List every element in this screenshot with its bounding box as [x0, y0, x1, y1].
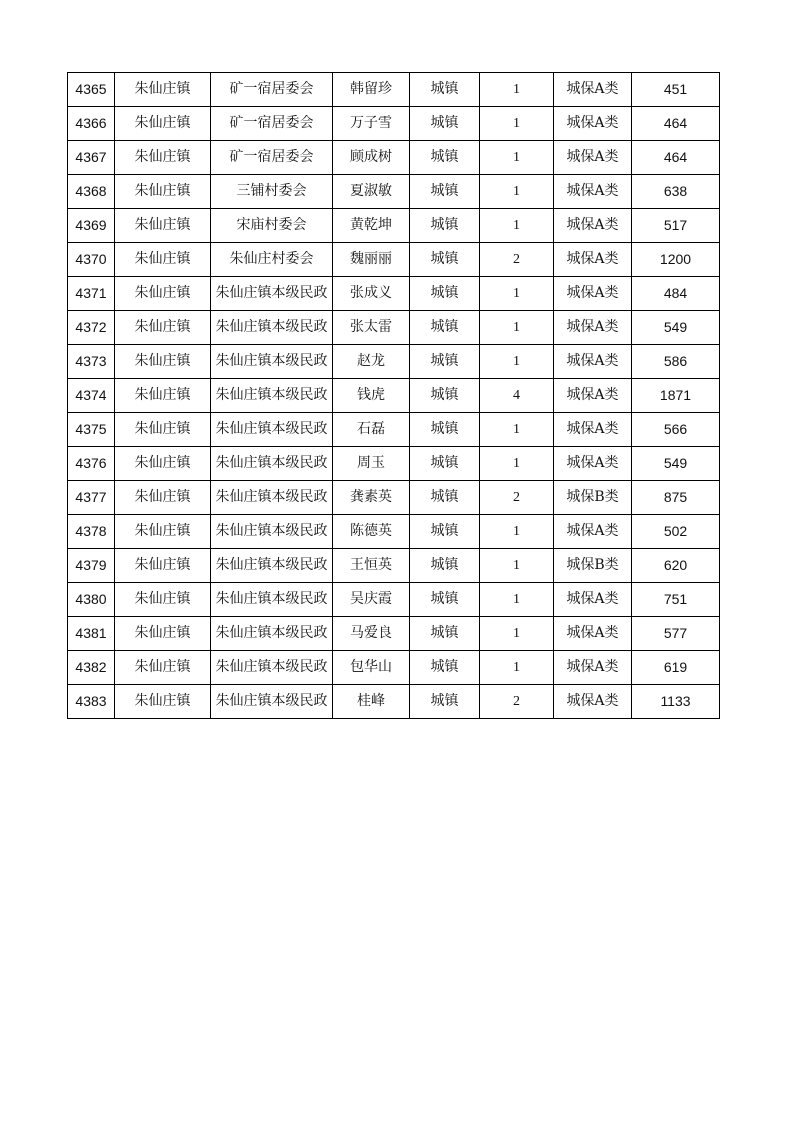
area-type-cell: 城镇	[410, 141, 480, 175]
amount-cell: 577	[632, 617, 720, 651]
household-count-cell: 1	[480, 617, 554, 651]
household-count-cell: 2	[480, 243, 554, 277]
household-count-cell: 1	[480, 447, 554, 481]
town-cell: 朱仙庄镇	[115, 379, 211, 413]
table-row	[68, 379, 720, 413]
unit-cell: 矿一宿居委会	[211, 107, 333, 141]
row-id-cell: 4379	[68, 549, 115, 583]
area-type-cell: 城镇	[410, 447, 480, 481]
table-row	[68, 515, 720, 549]
area-type-cell: 城镇	[410, 481, 480, 515]
unit-cell: 朱仙庄镇本级民政	[211, 277, 333, 311]
amount-cell: 451	[632, 73, 720, 107]
name-cell: 夏淑敏	[333, 175, 410, 209]
unit-cell: 朱仙庄镇本级民政	[211, 447, 333, 481]
name-cell: 石磊	[333, 413, 410, 447]
row-id-cell: 4378	[68, 515, 115, 549]
table-row	[68, 107, 720, 141]
town-cell: 朱仙庄镇	[115, 549, 211, 583]
area-type-cell: 城镇	[410, 345, 480, 379]
table-row	[68, 651, 720, 685]
table-row	[68, 685, 720, 719]
name-cell: 龚素英	[333, 481, 410, 515]
household-count-cell: 2	[480, 685, 554, 719]
town-cell: 朱仙庄镇	[115, 685, 211, 719]
table-row	[68, 311, 720, 345]
assistance-roster-table	[67, 72, 720, 719]
table-row	[68, 243, 720, 277]
amount-cell: 549	[632, 311, 720, 345]
household-count-cell: 1	[480, 549, 554, 583]
assistance-category-cell: 城保A类	[554, 651, 632, 685]
name-cell: 韩留珍	[333, 73, 410, 107]
household-count-cell: 1	[480, 345, 554, 379]
name-cell: 万子雪	[333, 107, 410, 141]
amount-cell: 751	[632, 583, 720, 617]
unit-cell: 三铺村委会	[211, 175, 333, 209]
amount-cell: 620	[632, 549, 720, 583]
table-row	[68, 447, 720, 481]
household-count-cell: 1	[480, 583, 554, 617]
amount-cell: 1133	[632, 685, 720, 719]
name-cell: 周玉	[333, 447, 410, 481]
unit-cell: 朱仙庄镇本级民政	[211, 651, 333, 685]
town-cell: 朱仙庄镇	[115, 107, 211, 141]
row-id-cell: 4374	[68, 379, 115, 413]
row-id-cell: 4382	[68, 651, 115, 685]
table-row	[68, 141, 720, 175]
household-count-cell: 1	[480, 515, 554, 549]
name-cell: 张成义	[333, 277, 410, 311]
assistance-category-cell: 城保A类	[554, 379, 632, 413]
name-cell: 王恒英	[333, 549, 410, 583]
household-count-cell: 1	[480, 651, 554, 685]
area-type-cell: 城镇	[410, 549, 480, 583]
unit-cell: 朱仙庄镇本级民政	[211, 481, 333, 515]
unit-cell: 宋庙村委会	[211, 209, 333, 243]
table-row	[68, 73, 720, 107]
row-id-cell: 4370	[68, 243, 115, 277]
town-cell: 朱仙庄镇	[115, 345, 211, 379]
assistance-category-cell: 城保A类	[554, 685, 632, 719]
unit-cell: 朱仙庄镇本级民政	[211, 311, 333, 345]
row-id-cell: 4371	[68, 277, 115, 311]
unit-cell: 朱仙庄镇本级民政	[211, 515, 333, 549]
row-id-cell: 4381	[68, 617, 115, 651]
unit-cell: 矿一宿居委会	[211, 141, 333, 175]
name-cell: 钱虎	[333, 379, 410, 413]
town-cell: 朱仙庄镇	[115, 447, 211, 481]
assistance-category-cell: 城保A类	[554, 447, 632, 481]
area-type-cell: 城镇	[410, 73, 480, 107]
table-row	[68, 413, 720, 447]
town-cell: 朱仙庄镇	[115, 311, 211, 345]
amount-cell: 566	[632, 413, 720, 447]
area-type-cell: 城镇	[410, 583, 480, 617]
area-type-cell: 城镇	[410, 243, 480, 277]
name-cell: 包华山	[333, 651, 410, 685]
assistance-category-cell: 城保B类	[554, 481, 632, 515]
row-id-cell: 4369	[68, 209, 115, 243]
amount-cell: 464	[632, 141, 720, 175]
unit-cell: 朱仙庄镇本级民政	[211, 685, 333, 719]
assistance-category-cell: 城保A类	[554, 141, 632, 175]
table-row	[68, 175, 720, 209]
household-count-cell: 4	[480, 379, 554, 413]
household-count-cell: 1	[480, 413, 554, 447]
assistance-category-cell: 城保A类	[554, 243, 632, 277]
table-row	[68, 209, 720, 243]
assistance-category-cell: 城保A类	[554, 107, 632, 141]
roster-body	[68, 73, 720, 719]
row-id-cell: 4366	[68, 107, 115, 141]
table-row	[68, 549, 720, 583]
table-row	[68, 583, 720, 617]
unit-cell: 朱仙庄镇本级民政	[211, 549, 333, 583]
household-count-cell: 2	[480, 481, 554, 515]
area-type-cell: 城镇	[410, 107, 480, 141]
area-type-cell: 城镇	[410, 413, 480, 447]
town-cell: 朱仙庄镇	[115, 651, 211, 685]
household-count-cell: 1	[480, 141, 554, 175]
area-type-cell: 城镇	[410, 515, 480, 549]
amount-cell: 549	[632, 447, 720, 481]
town-cell: 朱仙庄镇	[115, 277, 211, 311]
area-type-cell: 城镇	[410, 651, 480, 685]
table-row	[68, 617, 720, 651]
amount-cell: 638	[632, 175, 720, 209]
name-cell: 黄乾坤	[333, 209, 410, 243]
name-cell: 马爱良	[333, 617, 410, 651]
unit-cell: 朱仙庄镇本级民政	[211, 617, 333, 651]
household-count-cell: 1	[480, 107, 554, 141]
row-id-cell: 4383	[68, 685, 115, 719]
amount-cell: 1200	[632, 243, 720, 277]
assistance-category-cell: 城保B类	[554, 549, 632, 583]
town-cell: 朱仙庄镇	[115, 515, 211, 549]
amount-cell: 484	[632, 277, 720, 311]
unit-cell: 矿一宿居委会	[211, 73, 333, 107]
town-cell: 朱仙庄镇	[115, 583, 211, 617]
amount-cell: 517	[632, 209, 720, 243]
area-type-cell: 城镇	[410, 175, 480, 209]
amount-cell: 586	[632, 345, 720, 379]
amount-cell: 875	[632, 481, 720, 515]
row-id-cell: 4373	[68, 345, 115, 379]
town-cell: 朱仙庄镇	[115, 617, 211, 651]
unit-cell: 朱仙庄镇本级民政	[211, 583, 333, 617]
area-type-cell: 城镇	[410, 617, 480, 651]
area-type-cell: 城镇	[410, 685, 480, 719]
row-id-cell: 4367	[68, 141, 115, 175]
town-cell: 朱仙庄镇	[115, 243, 211, 277]
name-cell: 吴庆霞	[333, 583, 410, 617]
assistance-category-cell: 城保A类	[554, 277, 632, 311]
household-count-cell: 1	[480, 73, 554, 107]
assistance-category-cell: 城保A类	[554, 73, 632, 107]
row-id-cell: 4375	[68, 413, 115, 447]
row-id-cell: 4380	[68, 583, 115, 617]
row-id-cell: 4376	[68, 447, 115, 481]
area-type-cell: 城镇	[410, 379, 480, 413]
row-id-cell: 4368	[68, 175, 115, 209]
town-cell: 朱仙庄镇	[115, 141, 211, 175]
name-cell: 魏丽丽	[333, 243, 410, 277]
household-count-cell: 1	[480, 175, 554, 209]
area-type-cell: 城镇	[410, 277, 480, 311]
household-count-cell: 1	[480, 209, 554, 243]
household-count-cell: 1	[480, 311, 554, 345]
row-id-cell: 4377	[68, 481, 115, 515]
town-cell: 朱仙庄镇	[115, 175, 211, 209]
assistance-category-cell: 城保A类	[554, 583, 632, 617]
town-cell: 朱仙庄镇	[115, 209, 211, 243]
assistance-category-cell: 城保A类	[554, 345, 632, 379]
unit-cell: 朱仙庄镇本级民政	[211, 345, 333, 379]
town-cell: 朱仙庄镇	[115, 481, 211, 515]
table-row	[68, 277, 720, 311]
household-count-cell: 1	[480, 277, 554, 311]
amount-cell: 619	[632, 651, 720, 685]
name-cell: 顾成树	[333, 141, 410, 175]
assistance-category-cell: 城保A类	[554, 617, 632, 651]
unit-cell: 朱仙庄镇本级民政	[211, 379, 333, 413]
amount-cell: 502	[632, 515, 720, 549]
name-cell: 陈德英	[333, 515, 410, 549]
assistance-category-cell: 城保A类	[554, 311, 632, 345]
amount-cell: 1871	[632, 379, 720, 413]
row-id-cell: 4372	[68, 311, 115, 345]
unit-cell: 朱仙庄村委会	[211, 243, 333, 277]
assistance-category-cell: 城保A类	[554, 175, 632, 209]
town-cell: 朱仙庄镇	[115, 73, 211, 107]
name-cell: 桂峰	[333, 685, 410, 719]
table-row	[68, 345, 720, 379]
amount-cell: 464	[632, 107, 720, 141]
area-type-cell: 城镇	[410, 209, 480, 243]
name-cell: 赵龙	[333, 345, 410, 379]
assistance-category-cell: 城保A类	[554, 515, 632, 549]
unit-cell: 朱仙庄镇本级民政	[211, 413, 333, 447]
town-cell: 朱仙庄镇	[115, 413, 211, 447]
name-cell: 张太雷	[333, 311, 410, 345]
row-id-cell: 4365	[68, 73, 115, 107]
area-type-cell: 城镇	[410, 311, 480, 345]
assistance-category-cell: 城保A类	[554, 413, 632, 447]
assistance-category-cell: 城保A类	[554, 209, 632, 243]
table-row	[68, 481, 720, 515]
